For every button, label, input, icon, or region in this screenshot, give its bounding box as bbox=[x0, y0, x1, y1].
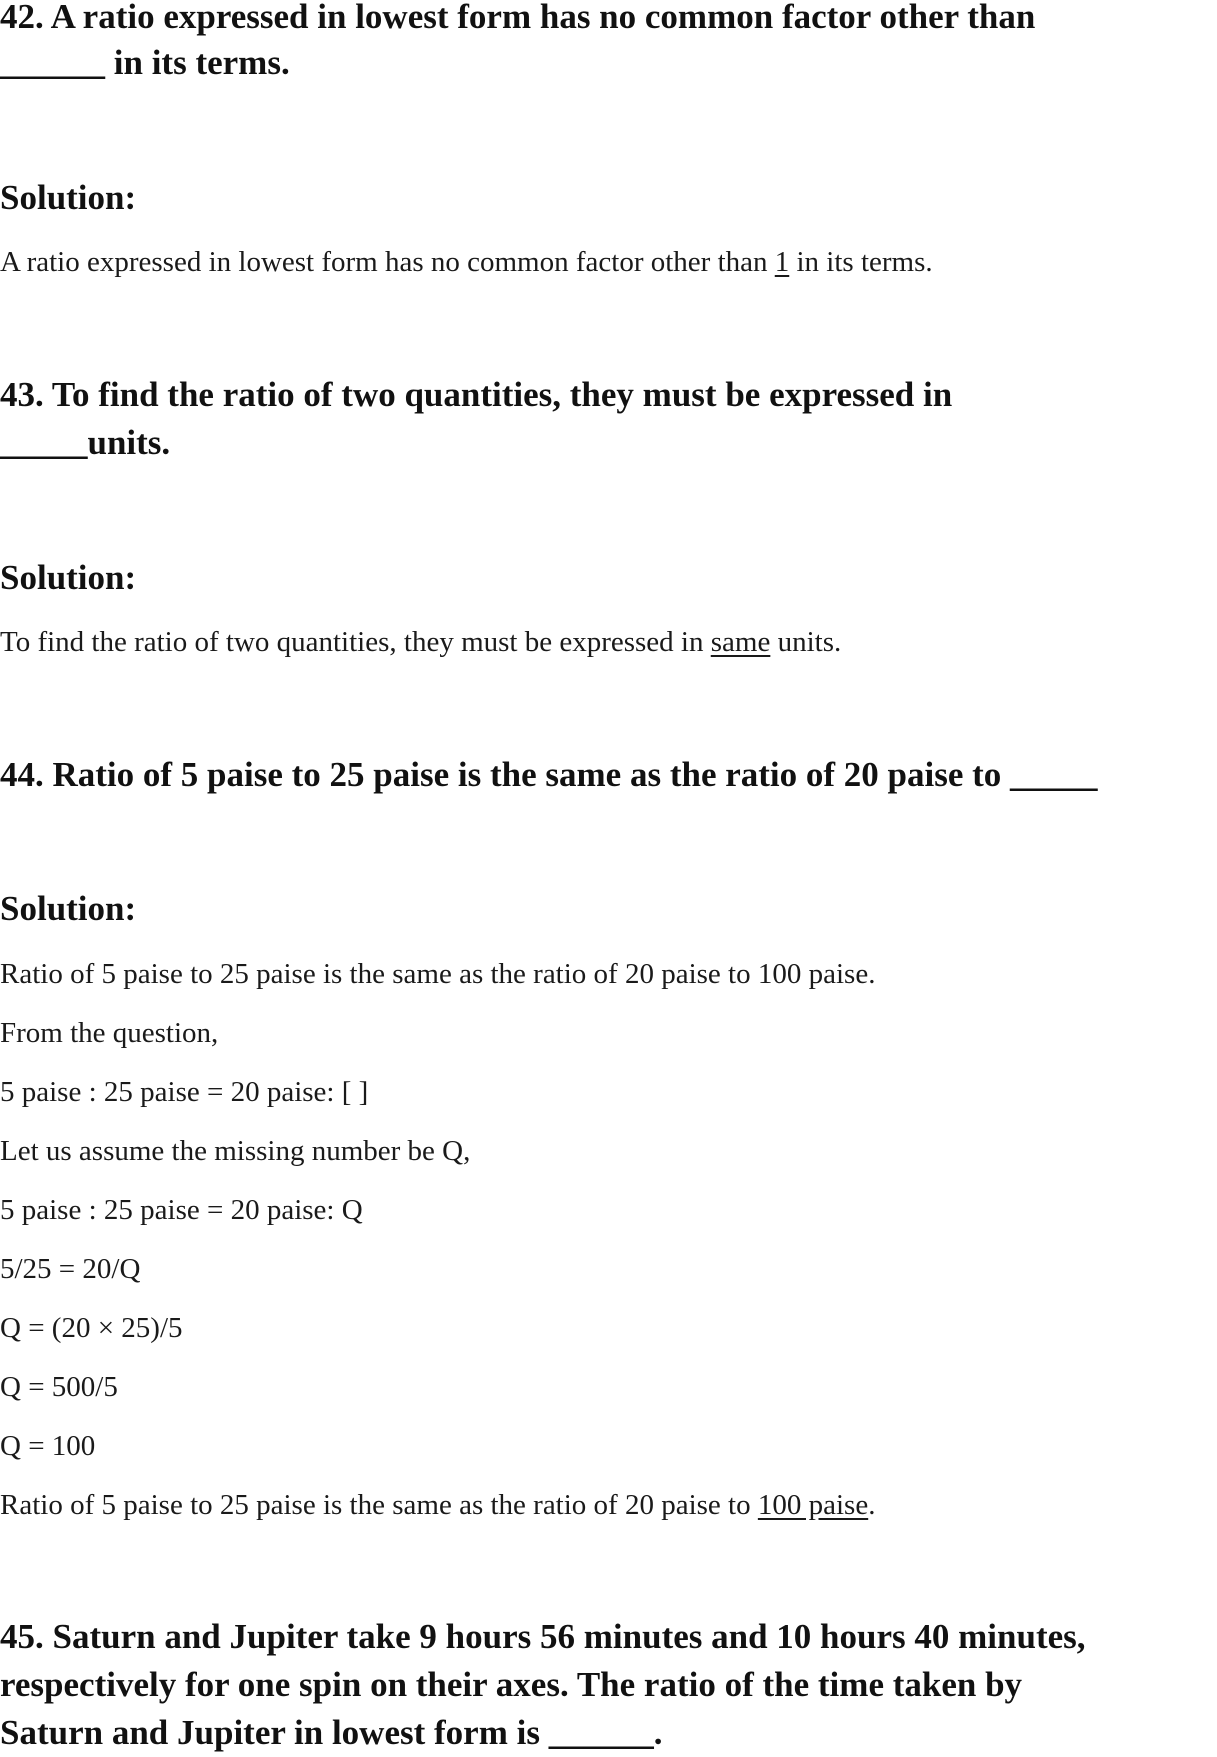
solution-44-heading: Solution: bbox=[0, 889, 137, 928]
answer-text: To find the ratio of two quantities, they must be expressed in bbox=[0, 626, 711, 658]
question-42-line-2: ______ in its terms. bbox=[0, 43, 290, 82]
solution-43-answer bbox=[0, 624, 841, 660]
solution-42-heading: Solution: bbox=[0, 178, 137, 217]
question-45-line-3: Saturn and Jupiter in lowest form is ______. bbox=[0, 1713, 663, 1752]
question-43-line-2: _____units. bbox=[0, 423, 171, 462]
answer-fill: same bbox=[710, 626, 771, 658]
answer-text-end: in its terms. bbox=[789, 246, 933, 278]
answer-text: A ratio expressed in lowest form has no common factor other than bbox=[0, 246, 775, 278]
solution-43-heading: Solution: bbox=[0, 558, 137, 597]
question-43-line-1: 43. To find the ratio of two quantities, they must be expressed in bbox=[0, 375, 953, 414]
answer-text: Ratio of 5 paise to 25 paise is the same as the ratio of 20 paise to bbox=[0, 1489, 758, 1521]
solution-44-step: 5 paise : 25 paise = 20 paise: Q bbox=[0, 1194, 363, 1226]
solution-44-step: Let us assume the missing number be Q, bbox=[0, 1135, 471, 1167]
question-42-line-1: 42. A ratio expressed in lowest form has no common factor other than bbox=[0, 0, 1036, 36]
answer-fill: 100 paise bbox=[757, 1489, 869, 1521]
solution-44-step: From the question, bbox=[0, 1017, 219, 1049]
answer-text-end: units. bbox=[770, 626, 842, 658]
solution-44-step: Ratio of 5 paise to 25 paise is the same as the ratio of 20 paise to 100 paise. bbox=[0, 958, 876, 990]
solution-44-step: 5/25 = 20/Q bbox=[0, 1253, 141, 1285]
answer-text-end: . bbox=[868, 1489, 876, 1521]
question-45-line-2: respectively for one spin on their axes. The ratio of the time taken by bbox=[0, 1665, 1023, 1704]
solution-44-step: 5 paise : 25 paise = 20 paise: [ ] bbox=[0, 1076, 369, 1108]
solution-44-step: Q = 100 bbox=[0, 1430, 96, 1462]
answer-fill: 1 bbox=[774, 246, 790, 278]
question-45-line-1: 45. Saturn and Jupiter take 9 hours 56 minutes and 10 hours 40 minutes, bbox=[0, 1617, 1086, 1656]
question-44-line-1: 44. Ratio of 5 paise to 25 paise is the same as the ratio of 20 paise to _____ bbox=[0, 755, 1098, 794]
solution-44-step: Q = 500/5 bbox=[0, 1371, 118, 1403]
solution-44-step: Q = (20 × 25)/5 bbox=[0, 1312, 183, 1344]
solution-42-answer bbox=[0, 244, 933, 280]
solution-44-answer bbox=[0, 1487, 875, 1523]
